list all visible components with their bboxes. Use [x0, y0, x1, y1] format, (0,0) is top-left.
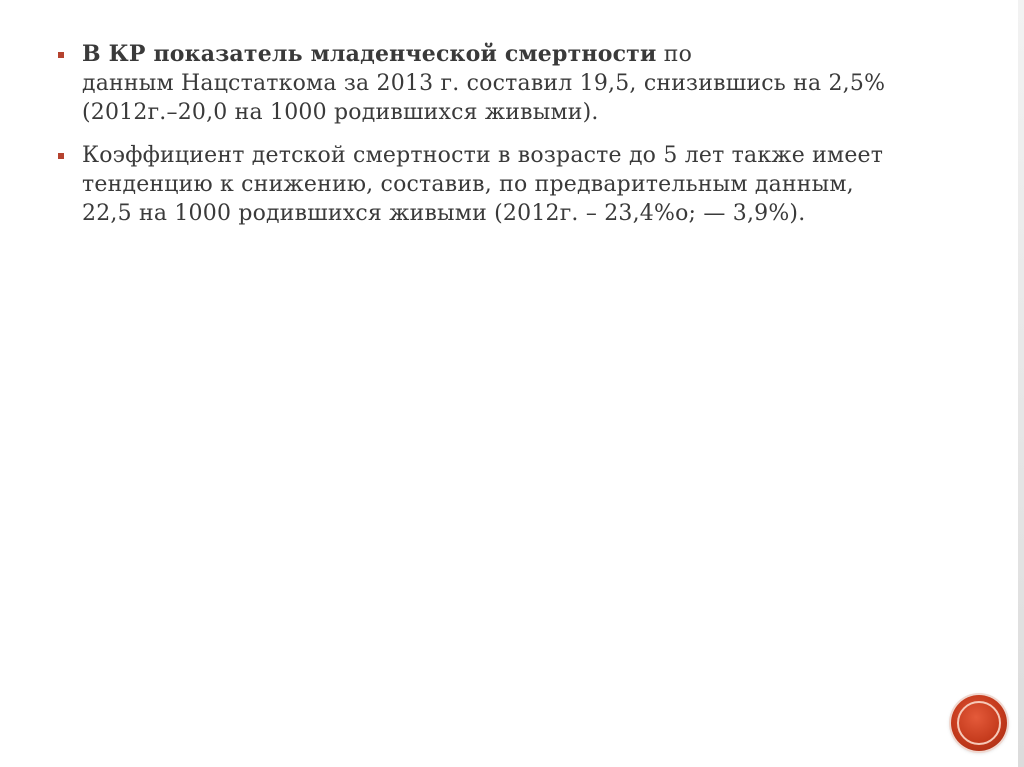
bullet-line: Коэффициент детской смертности в возрасте до 5 лет также имеет [82, 143, 884, 168]
logo-ring [957, 701, 1001, 745]
bullet-item-child-mortality [58, 141, 958, 228]
bullet-line: 22,5 на 1000 родившихся живыми (2012г. – 23,4%о; — 3,9%). [82, 201, 806, 226]
square-bullet-icon [58, 52, 64, 58]
square-bullet-icon [58, 153, 64, 159]
bullet-text: по [656, 42, 693, 67]
circle-logo-icon [951, 695, 1007, 751]
bullet-line: (2012г.–20,0 на 1000 родившихся живыми). [82, 100, 599, 125]
bullet-bold-lead: В КР показатель младенческой смертности [82, 41, 657, 67]
bullet-line [82, 40, 958, 69]
bullet-item-infant-mortality [58, 40, 958, 127]
slide-edge [1018, 0, 1024, 767]
bullet-line: тенденцию к снижению, составив, по предварительным данным, [82, 172, 854, 197]
bullet-list [58, 40, 958, 242]
bullet-line: данным Нацстаткома за 2013 г. составил 19,5, снизившись на 2,5% [82, 71, 886, 96]
